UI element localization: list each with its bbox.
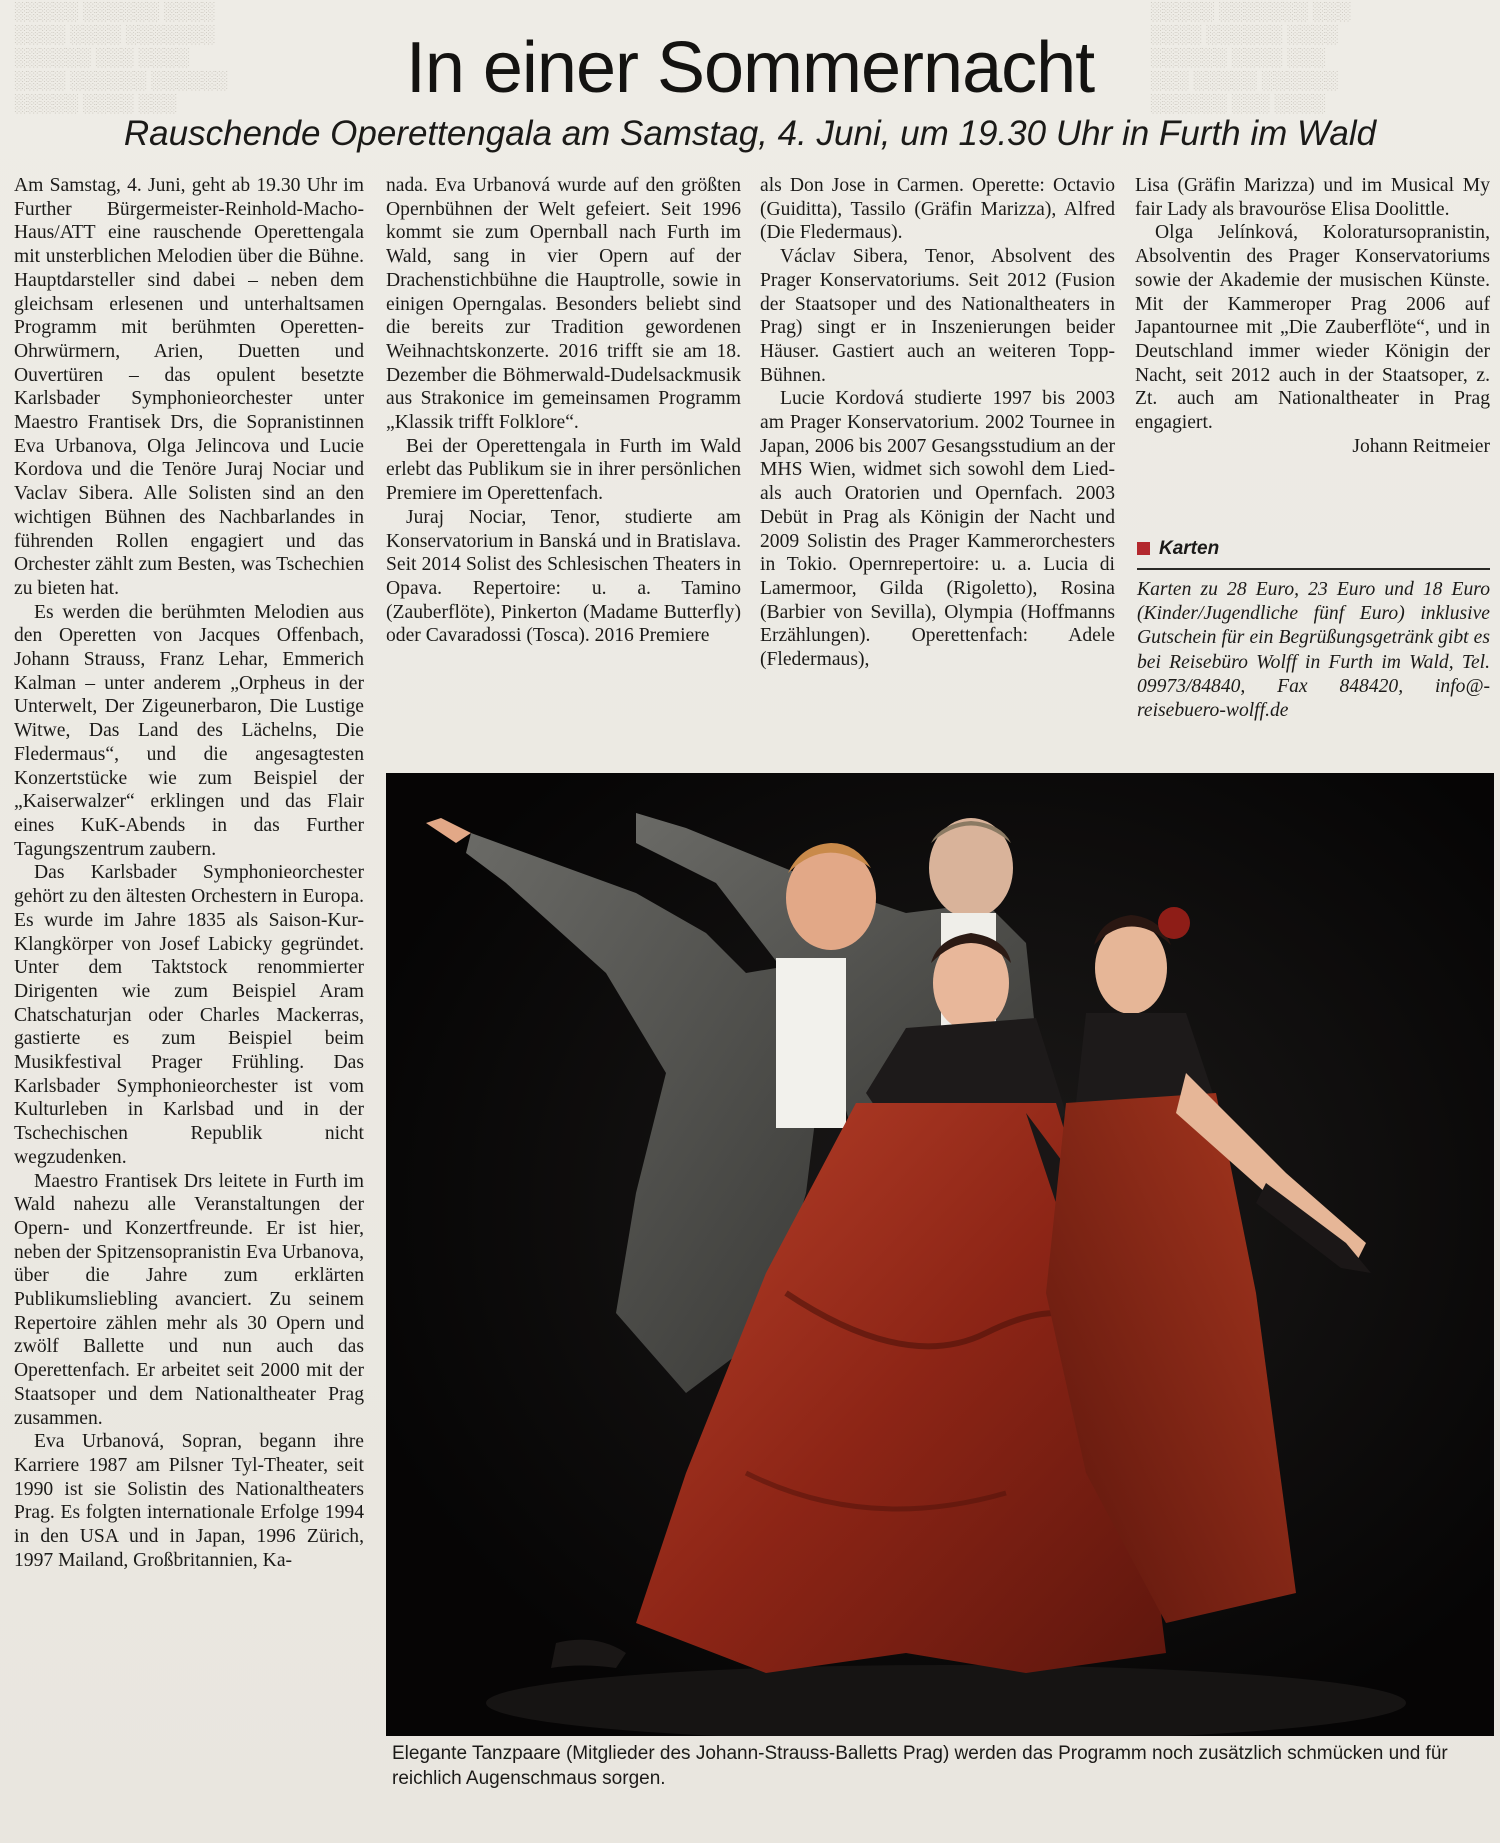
article-column-2	[386, 174, 741, 648]
headline: In einer Sommernacht	[405, 28, 1095, 108]
bleed-through-text-right: ░░░░░ ░░░░░░░ ░░░ ░░░░ ░░░░░░ ░░░░ ░░░░░░ ░░░░ ░░░ ░░░ ░░░░░ ░░░░░░ ░░░░░░ ░░░ ░░░░	[1150, 1, 1351, 113]
paragraph: Eva Urbanová, Sopran, begann ihre Karriere 1987 am Pilsner Tyl-Theater, seit 1990 ist sie Solistin des Nationaltheaters Prag. Es folgten internationale Erfolge 1994 in den USA und in Japan, 1996 Zürich, 1997 Mailand, Großbritannien, Ka-	[14, 1431, 364, 1571]
info-box-divider	[1137, 568, 1490, 570]
article-column-4	[1135, 174, 1490, 458]
photo-caption: Elegante Tanzpaare (Mitglieder des Johann-Strauss-Balletts Prag) werden das Programm noch zusätzlich schmücken und für reichlich Augenschmaus sorgen.	[392, 1743, 1448, 1789]
paragraph: Das Karlsbader Symphonieorchester gehört zu den ältesten Orchestern in Europa. Es wurde im Jahre 1835 als Saison-Kur-Klangkörper von Josef Labicky gegründet. Unter dem Taktstock renommierter Dirigenten wie zum Beispiel Aram Chatschaturjan oder Charles Mackerras, gastierte es zum Beispiel beim Musikfestival Prager Frühling. Das Karlsbader Symphonieorchester ist vom Kulturleben in Karlsbad und in der Tschechischen Republik nicht wegzudenken.	[14, 862, 364, 1168]
paragraph: Maestro Frantisek Drs leitete in Furth im Wald nahezu alle Veranstaltungen der Opern- und Konzertfreunde. Er ist hier, neben der Spitzensopranistin Eva Urbanova, über die Jahre zum erklärten Publikumsliebling avanciert. Zu seinem Repertoire zählen mehr als 30 Opern und zwölf Ballette und nun auch das Operettenfach. Er arbeitet seit 2000 mit der Staatsoper und dem Nationaltheater Prag zusammen.	[14, 1170, 364, 1429]
info-box-heading-text: Karten	[1159, 538, 1220, 559]
paragraph: Václav Sibera, Tenor, Absolvent des Prager Konservatoriums. Seit 2012 (Fusion der Staatsoper und des Nationaltheaters in Prag) singt er in Inszenierungen beider Häuser. Gastiert auch an weiteren Topp-Bühnen.	[760, 246, 1115, 386]
paragraph: Juraj Nociar, Tenor, studierte am Konservatorium in Banská und in Bratislava. Seit 2014 Solist des Schlesischen Theaters in Opava. Repertoire: u. a. Tamino (Zauberflöte), Pinkerton (Madame Butterfly) oder Cavaradossi (Tosca). 2016 Premiere	[386, 506, 741, 647]
subheadline: Rauschende Operettengala am Samstag, 4. Juni, um 19.30 Uhr in Furth im Wald	[123, 114, 1377, 153]
paragraph: nada. Eva Urbanová wurde auf den größten Opernbühnen der Welt gefeiert. Seit 1996 kommt sie zum Opernball nach Furth im Wald, sang in vier Opern auf der Drachenstichbühne die Hauptrolle, sowie in einigen Operngalas. Besonders beliebt sind die bereits zur Tradition gewordenen Weihnachtskonzerte. 2016 trifft sie am 18. Dezember die Böhmerwald-Dudelsackmusik aus Strakonice im gemeinsamen Programm „Klassik trifft Folklore“.	[386, 175, 741, 434]
paragraph: Bei der Operettengala in Furth im Wald erlebt das Publikum sie in ihrer persönlichen Premiere im Operettenfach.	[386, 435, 741, 505]
article-column-3	[760, 174, 1115, 672]
bleed-through-text: ░░░░░ ░░░░░░ ░░░░ ░░░░ ░░░░ ░░░░░░░ ░░░░░░ ░░░ ░░░░ ░░░░ ░░░░░░ ░░░░░░ ░░░░░ ░░░░ ░░░	[14, 1, 228, 113]
paragraph: Lisa (Gräfin Marizza) und im Musical My fair Lady als bravouröse Elisa Doolittle.	[1135, 175, 1490, 220]
paragraph: Es werden die berühmten Melodien aus den Operetten von Jacques Offenbach, Johann Strauss, Franz Lehar, Emmerich Kalman – unter anderem „Orpheus in der Unterwelt, Der Zigeunerbaron, Die Lustige Witwe, Das Land des Lächelns, Die Fledermaus“, und die angesagtesten Konzertstücke wie zum Beispiel der „Kaiserwalzer“ erklingen und das Flair eines KuK-Abends in das Further Tagungszentrum zaubern.	[14, 601, 364, 860]
paragraph: als Don Jose in Carmen. Operette: Octavio (Guiditta), Tassilo (Gräfin Marizza), Alfred (Die Fledermaus).	[760, 175, 1115, 244]
article-column-1	[14, 174, 364, 1572]
paragraph: Olga Jelínková, Koloratursopranistin, Absolventin des Prager Konservatoriums sowie der Akademie der musischen Künste. Mit der Kammeroper Prag 2006 auf Japantournee mit „Die Zauberflöte“, und in Deutschland immer wieder Königin der Nacht, seit 2012 auch in der Staatsoper, z. Zt. auch am Nationaltheater in Prag engagiert.	[1135, 222, 1490, 434]
author-byline: Johann Reitmeier	[1352, 435, 1490, 457]
red-square-icon	[1137, 542, 1150, 555]
paragraph: Am Samstag, 4. Juni, geht ab 19.30 Uhr im Further Bürgermeister-Reinhold-Macho-Haus/ATT eine rauschende Operettengala mit unsterblichen Melodien über die Bühne. Hauptdarsteller sind dabei – neben dem gleichsam erlesenen und unterhaltsamen Programm mit berühmten Operetten-Ohrwürmern, Arien, Duetten und Ouvertüren – das opulent besetzte Karlsbader Symphonieorchester unter Maestro Frantisek Drs, die Sopranistinnen Eva Urbanova, Olga Jelincova und Lucie Kordova und die Tenöre Juraj Nociar und Vaclav Sibera. Alle Solisten sind an den wichtigen Bühnen des Nachbarlandes in führenden Rollen engagiert und das Orchester zählt zum Besten, was Tschechien zu bieten hat.	[14, 175, 364, 599]
info-box-heading	[1137, 537, 1219, 561]
dancers-illustration	[386, 773, 1494, 1736]
dancers-photo	[386, 773, 1494, 1736]
paragraph: Lucie Kordová studierte 1997 bis 2003 am Prager Konservatorium. 2002 Tournee in Japan, 2006 bis 2007 Gesangsstudium an der MHS Wien, widmet sich sowohl dem Lied- als auch Oratorien und Opernfach. 2003 Debüt in Prag als Königin der Nacht und 2009 Solistin des Prager Kammerorchesters in Tokio. Opernrepertoire: u. a. Lucia di Lamermoor, Gilda (Rigoletto), Rosina (Barbier von Sevilla), Olympia (Hoffmanns Erzählungen). Operettenfach: Adele (Fledermaus),	[760, 388, 1115, 671]
info-box-text: Karten zu 28 Euro, 23 Euro und 18 Euro (Kinder/Jugendliche fünf Euro) inklusive Gutschein für ein Begrüßungsgetränk gibt es bei Reisebüro Wolff in Furth im Wald, Tel. 09973/84840, Fax 848420, info@-reisebuero-wolff.de	[1137, 579, 1490, 722]
